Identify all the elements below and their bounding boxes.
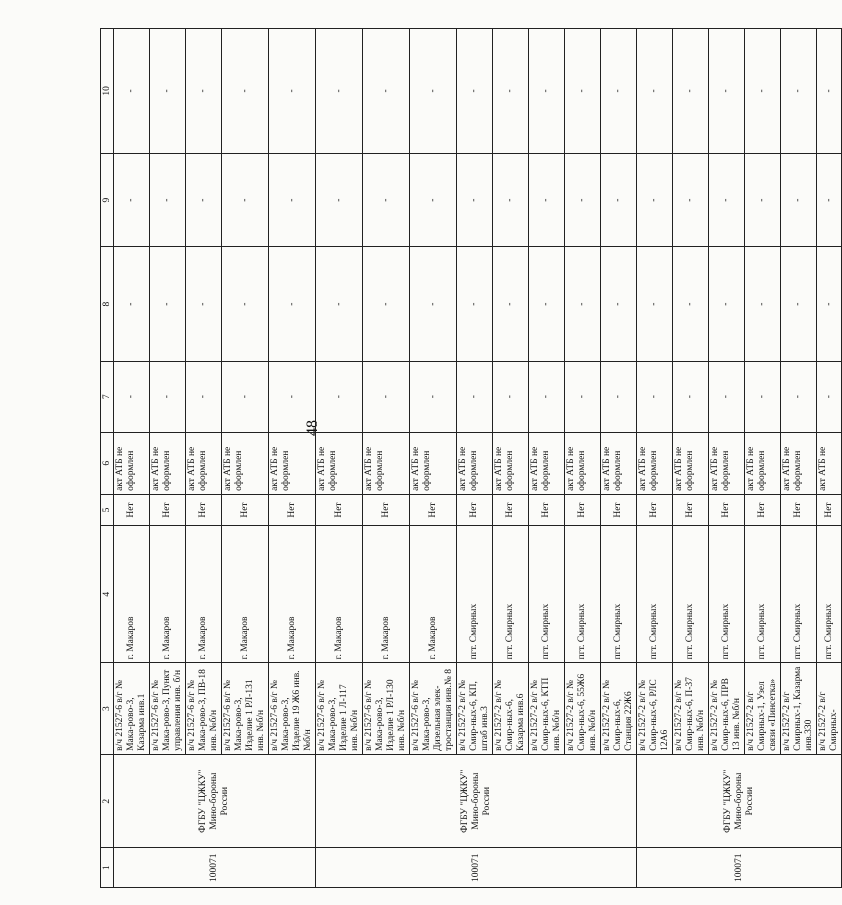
dash-cell: -	[781, 29, 817, 154]
status-cell: акт АТБ не оформлен	[601, 432, 637, 494]
dash-cell: -	[817, 153, 842, 247]
flag-cell: Нет	[637, 494, 673, 525]
dash-cell: -	[269, 29, 316, 154]
flag-cell: Нет	[565, 494, 601, 525]
location-cell: г. Макаров	[150, 526, 186, 663]
dash-cell: -	[745, 247, 781, 361]
status-cell: акт АТБ не оформлен	[529, 432, 565, 494]
status-cell: акт АТБ не оформлен	[745, 432, 781, 494]
location-cell: пгт. Смирных	[673, 526, 709, 663]
object-cell: в/ч 21527-6 в/г № Мака-рово-3, Дизельная элек-тростанция инв.№ 8	[410, 663, 457, 755]
location-cell: г. Макаров	[269, 526, 316, 663]
object-cell: в/ч 21527-6 в/г № Мака-рово-3, ПВ-18 инв. №б/н	[186, 663, 222, 755]
dash-cell: -	[269, 153, 316, 247]
dash-cell: -	[316, 361, 363, 432]
status-cell: акт АТБ не оформлен	[269, 432, 316, 494]
object-cell: в/ч 21527-2 в/г № Смир-ных-6, П-37 инв. №б/н	[673, 663, 709, 755]
dash-cell: -	[316, 153, 363, 247]
object-cell: в/ч 21527-2 в/г Смирных-1, Казарма инв.330	[781, 663, 817, 755]
table-row	[114, 29, 150, 888]
dash-cell: -	[457, 29, 493, 154]
dash-cell: -	[817, 29, 842, 154]
object-cell: в/ч 21527-6 в/г № Мака-рово-3, Изделие 19 Ж6 инв. №б/н	[269, 663, 316, 755]
dash-cell: -	[186, 361, 222, 432]
object-cell: в/ч 21527-6 в/г № Мака-рово-3, Изделие 1 РЛ-131 инв. №б/н	[222, 663, 269, 755]
dash-cell: -	[601, 247, 637, 361]
dash-cell: -	[222, 29, 269, 154]
status-cell: акт АТБ не оформлен	[637, 432, 673, 494]
status-cell: акт АТБ не	[817, 432, 842, 494]
dash-cell: -	[150, 153, 186, 247]
object-cell: в/ч 21527-2 в/г № Смир-ных-6, Казарма инв.6	[493, 663, 529, 755]
object-cell: в/ч 21527-2 в/г № Смир-ных-6, 55Ж6 инв. №б/н	[565, 663, 601, 755]
dash-cell: -	[222, 247, 269, 361]
flag-cell: Нет	[269, 494, 316, 525]
status-cell: акт АТБ не оформлен	[186, 432, 222, 494]
flag-cell: Нет	[410, 494, 457, 525]
flag-cell: Нет	[363, 494, 410, 525]
column-header: 5	[101, 494, 114, 525]
flag-cell: Нет	[817, 494, 842, 525]
flag-cell: Нет	[222, 494, 269, 525]
org-code-cell: 100071	[316, 848, 637, 888]
dash-cell: -	[363, 29, 410, 154]
location-cell: пгт. Смирных	[493, 526, 529, 663]
dash-cell: -	[565, 153, 601, 247]
location-cell: пгт. Смирных	[565, 526, 601, 663]
dash-cell: -	[410, 153, 457, 247]
dash-cell: -	[150, 29, 186, 154]
dash-cell: -	[565, 29, 601, 154]
column-header: 1	[101, 848, 114, 888]
object-cell: в/ч 21527-2 в/г № Смир-ных-6, Станция 22Ж6	[601, 663, 637, 755]
dash-cell: -	[529, 29, 565, 154]
dash-cell: -	[745, 153, 781, 247]
register-table	[100, 28, 842, 888]
dash-cell: -	[601, 361, 637, 432]
dash-cell: -	[817, 247, 842, 361]
status-cell: акт АТБ не оформлен	[781, 432, 817, 494]
dash-cell: -	[493, 153, 529, 247]
flag-cell: Нет	[114, 494, 150, 525]
location-cell: пгт. Смирных	[529, 526, 565, 663]
status-cell: акт АТБ не оформлен	[410, 432, 457, 494]
column-header: 3	[101, 663, 114, 755]
header-row	[101, 29, 114, 888]
flag-cell: Нет	[493, 494, 529, 525]
dash-cell: -	[781, 361, 817, 432]
dash-cell: -	[363, 361, 410, 432]
status-cell: акт АТБ не оформлен	[363, 432, 410, 494]
organization-cell: ФГБУ "ЦЖКУ" Мино-бороны России	[637, 754, 842, 848]
dash-cell: -	[709, 29, 745, 154]
dash-cell: -	[410, 29, 457, 154]
column-header: 7	[101, 361, 114, 432]
location-cell: пгт. Смирных	[745, 526, 781, 663]
dash-cell: -	[637, 153, 673, 247]
flag-cell: Нет	[316, 494, 363, 525]
organization-cell: ФГБУ "ЦЖКУ" Мино-бороны России	[114, 754, 316, 848]
column-header: 9	[101, 153, 114, 247]
object-cell: в/ч 21527-6 в/г № Мака-рово-3, Изделие 1 Л-117 инв. №б/н	[316, 663, 363, 755]
dash-cell: -	[186, 29, 222, 154]
dash-cell: -	[457, 153, 493, 247]
location-cell: г. Макаров	[222, 526, 269, 663]
status-cell: акт АТБ не оформлен	[565, 432, 601, 494]
table-row	[637, 29, 673, 888]
status-cell: акт АТБ не оформлен	[709, 432, 745, 494]
location-cell: г. Макаров	[186, 526, 222, 663]
flag-cell: Нет	[601, 494, 637, 525]
location-cell: г. Макаров	[316, 526, 363, 663]
flag-cell: Нет	[529, 494, 565, 525]
object-cell: в/ч 21527-2 в/г № Смир-ных-6, РЛС 12А6	[637, 663, 673, 755]
location-cell: пгт. Смирных	[781, 526, 817, 663]
status-cell: акт АТБ не оформлен	[673, 432, 709, 494]
dash-cell: -	[114, 361, 150, 432]
object-cell: в/ч 21527-6 в/г № Мака-рово-3, Изделие 1 РЛ-130 инв. №б/н	[363, 663, 410, 755]
dash-cell: -	[410, 361, 457, 432]
dash-cell: -	[709, 153, 745, 247]
dash-cell: -	[781, 247, 817, 361]
dash-cell: -	[410, 247, 457, 361]
column-header: 8	[101, 247, 114, 361]
dash-cell: -	[637, 247, 673, 361]
dash-cell: -	[673, 361, 709, 432]
dash-cell: -	[565, 361, 601, 432]
object-cell: в/ч 21527-2 в/г Смирных-	[817, 663, 842, 755]
dash-cell: -	[114, 247, 150, 361]
location-cell: пгт. Смирных	[637, 526, 673, 663]
flag-cell: Нет	[186, 494, 222, 525]
location-cell: г. Макаров	[363, 526, 410, 663]
flag-cell: Нет	[781, 494, 817, 525]
dash-cell: -	[529, 153, 565, 247]
status-cell: акт АТБ не оформлен	[457, 432, 493, 494]
status-cell: акт АТБ не оформлен	[114, 432, 150, 494]
dash-cell: -	[565, 247, 601, 361]
dash-cell: -	[601, 153, 637, 247]
status-cell: акт АТБ не оформлен	[150, 432, 186, 494]
object-cell: в/ч 21527-6 в/г № Мака-рово-3, Пункт управления инв. б/н	[150, 663, 186, 755]
location-cell: г. Макаров	[410, 526, 457, 663]
object-cell: в/ч 21527-2 в/г № Смир-ных-6, КП, штаб инв.3	[457, 663, 493, 755]
dash-cell: -	[114, 29, 150, 154]
dash-cell: -	[222, 153, 269, 247]
dash-cell: -	[316, 29, 363, 154]
status-cell: акт АТБ не оформлен	[316, 432, 363, 494]
flag-cell: Нет	[709, 494, 745, 525]
page-number: 48	[304, 420, 321, 436]
dash-cell: -	[493, 361, 529, 432]
status-cell: акт АТБ не оформлен	[222, 432, 269, 494]
dash-cell: -	[745, 361, 781, 432]
dash-cell: -	[601, 29, 637, 154]
dash-cell: -	[363, 153, 410, 247]
object-cell: в/ч 21527-6 в/г № Мака-рово-3, Казарма инв.1	[114, 663, 150, 755]
dash-cell: -	[673, 153, 709, 247]
status-cell: акт АТБ не оформлен	[493, 432, 529, 494]
object-cell: в/ч 21527-2 в/г № Смир-ных-6, ПРВ 13 инв. №б/н	[709, 663, 745, 755]
dash-cell: -	[673, 29, 709, 154]
organization-cell: ФГБУ "ЦЖКУ" Мино-бороны России	[316, 754, 637, 848]
dash-cell: -	[817, 361, 842, 432]
flag-cell: Нет	[457, 494, 493, 525]
location-cell: пгт. Смирных	[601, 526, 637, 663]
dash-cell: -	[745, 29, 781, 154]
dash-cell: -	[269, 247, 316, 361]
dash-cell: -	[363, 247, 410, 361]
dash-cell: -	[457, 247, 493, 361]
dash-cell: -	[637, 361, 673, 432]
dash-cell: -	[150, 247, 186, 361]
dash-cell: -	[186, 153, 222, 247]
table-row	[316, 29, 363, 888]
dash-cell: -	[457, 361, 493, 432]
object-cell: в/ч 21527-2 в/г № Смир-ных-6, КТП инв. №б/н	[529, 663, 565, 755]
location-cell: пгт. Смирных	[817, 526, 842, 663]
dash-cell: -	[493, 247, 529, 361]
dash-cell: -	[222, 361, 269, 432]
dash-cell: -	[186, 247, 222, 361]
flag-cell: Нет	[673, 494, 709, 525]
object-cell: в/ч 21527-2 в/г Смирных-1, Узел связи «Пинсетка»	[745, 663, 781, 755]
flag-cell: Нет	[150, 494, 186, 525]
dash-cell: -	[150, 361, 186, 432]
dash-cell: -	[269, 361, 316, 432]
dash-cell: -	[781, 153, 817, 247]
flag-cell: Нет	[745, 494, 781, 525]
dash-cell: -	[673, 247, 709, 361]
dash-cell: -	[529, 247, 565, 361]
location-cell: пгт. Смирных	[709, 526, 745, 663]
dash-cell: -	[709, 247, 745, 361]
rotated-table-container	[100, 28, 839, 888]
location-cell: г. Макаров	[114, 526, 150, 663]
org-code-cell: 100071	[637, 848, 842, 888]
dash-cell: -	[316, 247, 363, 361]
location-cell: пгт. Смирных	[457, 526, 493, 663]
org-code-cell: 100071	[114, 848, 316, 888]
dash-cell: -	[637, 29, 673, 154]
dash-cell: -	[493, 29, 529, 154]
dash-cell: -	[114, 153, 150, 247]
column-header: 4	[101, 526, 114, 663]
column-header: 10	[101, 29, 114, 154]
column-header: 6	[101, 432, 114, 494]
table-body	[114, 29, 842, 888]
dash-cell: -	[709, 361, 745, 432]
column-header: 2	[101, 754, 114, 848]
dash-cell: -	[529, 361, 565, 432]
